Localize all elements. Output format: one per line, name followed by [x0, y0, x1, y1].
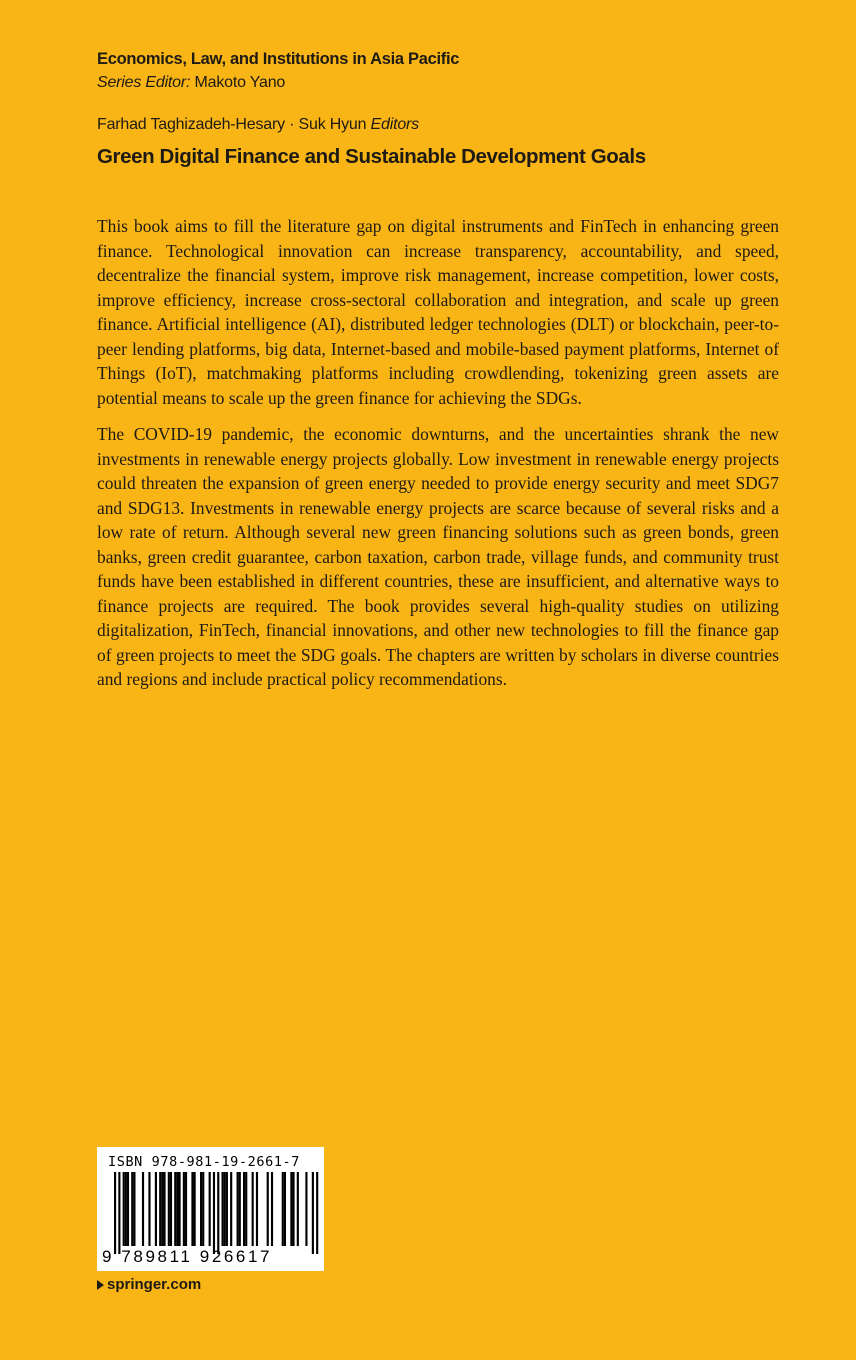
- series-title: Economics, Law, and Institutions in Asia Pacific: [97, 50, 460, 68]
- barcode-bar: [239, 1172, 241, 1246]
- barcode-bar: [290, 1172, 292, 1246]
- barcode-bar: [163, 1172, 165, 1246]
- barcode-bar: [222, 1172, 224, 1246]
- barcode-bar: [213, 1172, 215, 1254]
- editor-role: Editors: [370, 116, 419, 133]
- book-title: Green Digital Finance and Sustainable Development Goals: [97, 145, 646, 168]
- barcode-bar: [127, 1172, 129, 1246]
- barcode-bar: [256, 1172, 258, 1246]
- barcode-bar: [148, 1172, 150, 1246]
- barcode-bar: [245, 1172, 247, 1246]
- barcode-bar: [125, 1172, 127, 1246]
- barcode-bar: [131, 1172, 133, 1246]
- barcode-bar: [284, 1172, 286, 1246]
- barcode-bar: [161, 1172, 163, 1246]
- barcode-bar: [191, 1172, 193, 1246]
- barcode-bar: [174, 1172, 176, 1246]
- barcode-bar: [118, 1172, 120, 1254]
- description-paragraph-2: The COVID-19 pandemic, the economic downturns, and the uncertainties shrank the new investments in renewable energy projects globally. Low investment in renewable energy projects could threaten the expansion of green energy needed to provide energy security and meet SDG7 and SDG13. Investments in renewable energy projects are scarce because of several risks and a low rate of return. Although several new green financing solutions such as green bonds, green banks, green credit guarantee, carbon taxation, carbon trade, village funds, and community trust funds have been established in different countries, these are insufficient, and alternative ways to finance projects are required. The book provides several high-quality studies on utilizing digitalization, FinTech, financial innovations, and other new technologies to fill the finance gap of green projects to meet the SDG goals. The chapters are written by scholars in diverse countries and regions and include practical policy recommendations.: [97, 424, 779, 689]
- barcode-bar: [312, 1172, 314, 1254]
- barcode-bar: [224, 1172, 226, 1246]
- barcode-bar: [316, 1172, 318, 1254]
- barcode-bar: [185, 1172, 187, 1246]
- barcode-bar: [183, 1172, 185, 1246]
- barcode-bar: [168, 1172, 170, 1246]
- description-paragraph-1: This book aims to fill the literature gap on digital instruments and FinTech in enhancing green finance. Technological innovation can increase transparency, accountability, and speed, decentralize the financial system, improve risk management, increase competition, lower costs, improve efficiency, increase cross-sectoral collaboration and integration, and scale up green finance. Artificial intelligence (AI), distributed ledger technologies (DLT) or blockchain, peer-to-peer lending platforms, big data, Internet-based and mobile-based payment platforms, Internet of Things (IoT), matchmaking platforms including crowdlending, tokenizing green assets are potential means to scale up the green finance for achieving the SDGs.: [97, 216, 779, 408]
- barcode-bar: [176, 1172, 178, 1246]
- publisher-link[interactable]: [97, 1276, 201, 1293]
- publisher-url: springer.com: [107, 1276, 202, 1293]
- barcode-bar: [170, 1172, 172, 1246]
- editor-names: Farhad Taghizadeh-Hesary · Suk Hyun: [97, 116, 367, 133]
- barcode-bar: [159, 1172, 161, 1246]
- barcode-bar: [237, 1172, 239, 1246]
- book-description: [97, 214, 779, 704]
- barcode-bar: [217, 1172, 219, 1254]
- barcode-bar: [230, 1172, 232, 1246]
- series-info: [97, 47, 459, 95]
- isbn-label: ISBN 978-981-19-2661-7: [108, 1154, 301, 1170]
- barcode-bar: [202, 1172, 204, 1246]
- barcode-bar: [305, 1172, 307, 1246]
- barcode-digits: 9 789811 926617: [102, 1247, 273, 1266]
- series-editor-label: Series Editor:: [97, 74, 191, 91]
- barcode-bar: [155, 1172, 157, 1246]
- barcode-bar: [226, 1172, 228, 1246]
- barcode-bar: [133, 1172, 135, 1246]
- triangle-right-icon: [97, 1280, 104, 1290]
- barcode-bar: [123, 1172, 125, 1246]
- barcode-bar: [282, 1172, 284, 1246]
- barcode-bar: [142, 1172, 144, 1246]
- series-editor-name: Makoto Yano: [194, 74, 286, 91]
- barcode-bar: [200, 1172, 202, 1246]
- barcode-bar: [179, 1172, 181, 1246]
- barcode-bar: [252, 1172, 254, 1246]
- barcode-bar: [114, 1172, 116, 1254]
- series-editor: [97, 71, 459, 95]
- barcode-bar: [292, 1172, 294, 1246]
- barcode-bar: [271, 1172, 273, 1246]
- isbn-barcode: [97, 1147, 324, 1271]
- barcode-bar: [297, 1172, 299, 1246]
- barcode-bar: [243, 1172, 245, 1246]
- barcode-bar: [267, 1172, 269, 1246]
- book-editors: [97, 113, 419, 137]
- barcode-bar: [194, 1172, 196, 1246]
- barcode-bar: [209, 1172, 211, 1246]
